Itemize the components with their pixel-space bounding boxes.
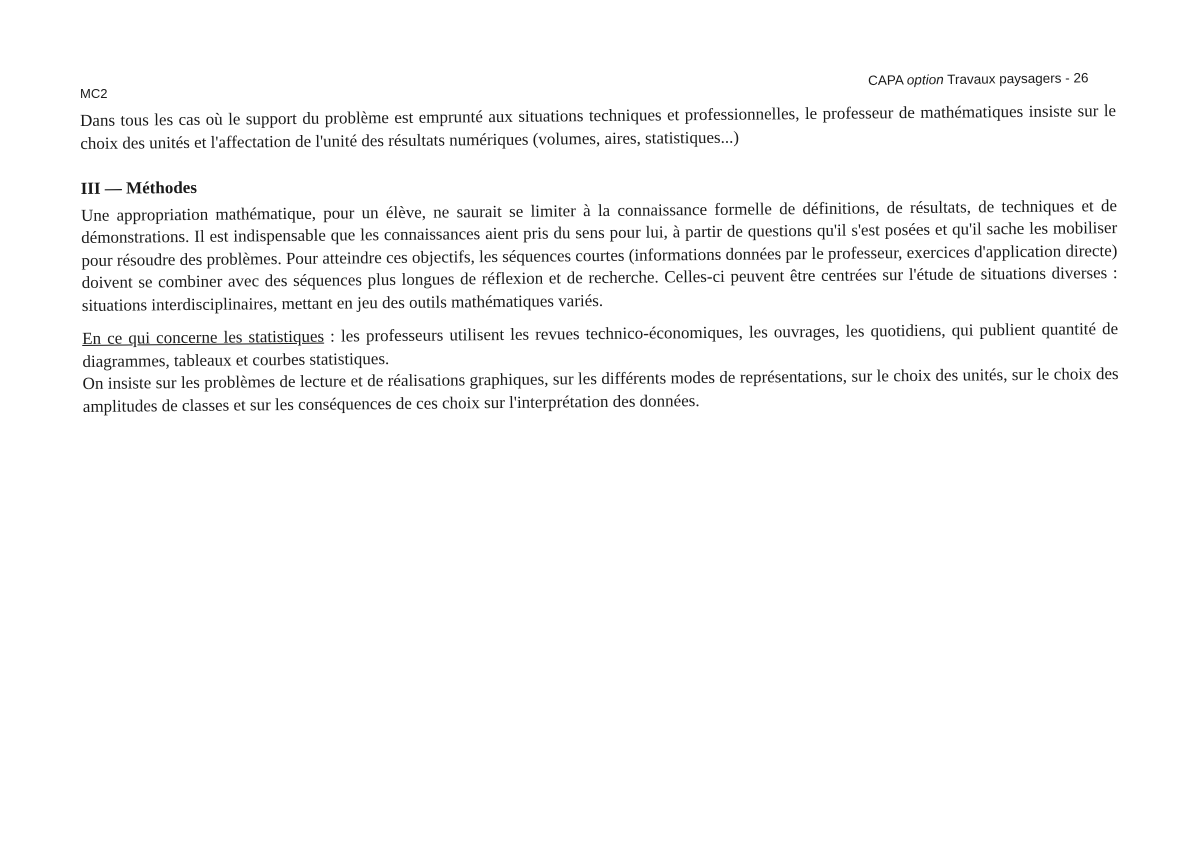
methodes-paragraph: Une appropriation mathématique, pour un élève, ne saurait se limiter à la connaissance formelle de définitions, de résultats, de techniques et de démonstrations. Il est indispensable que les connaissances aient pris du sens pour lui, à partir de questions qu'il s'est posées et qu'il sache les mobiliser pour résoudre des problèmes. Pour atteindre ces objectifs, les séquences courtes (informations données par le professeur, exercices d'application directe) doivent se combiner avec des séquences plus longues de réflexion et de recherche. Celles-ci peuvent être centrées sur l'étude de situations diverses : situations interdisciplinaires, mettant en jeu des outils mathématiques variés. [80,195,1118,315]
header-capa: CAPA [868,72,904,88]
intro-paragraph: Dans tous les cas où le support du problème est emprunté aux situations techniques et professionnelles, le professeur de mathématiques insiste sur le choix des unités et l'affectation de l'unité des résultats numériques (volumes, aires, statistiques...) [80,101,1117,153]
stats-text: : les professeurs utilisent les revues technico-économiques, les ouvrages, les quotidiens, qui publient quantité de diagrammes, tableaux et courbes statistiques. [82,319,1119,371]
section-title: III — Méthodes [80,177,198,198]
header-subject-page: Travaux paysagers - 26 [947,70,1089,88]
header-option: option [906,72,944,88]
document-body [80,100,1119,418]
stats-paragraph-2: On insiste sur les problèmes de lecture et de réalisations graphiques, sur les différents modes de représentations, sur le choix des unités, sur le choix des amplitudes de classes et sur les conséquences de ces choix sur l'interprétation des données. [82,364,1119,416]
header-right-title [868,70,1089,88]
header-left-code: MC2 [80,86,108,101]
stats-label: En ce qui concerne les statistiques [82,326,325,348]
